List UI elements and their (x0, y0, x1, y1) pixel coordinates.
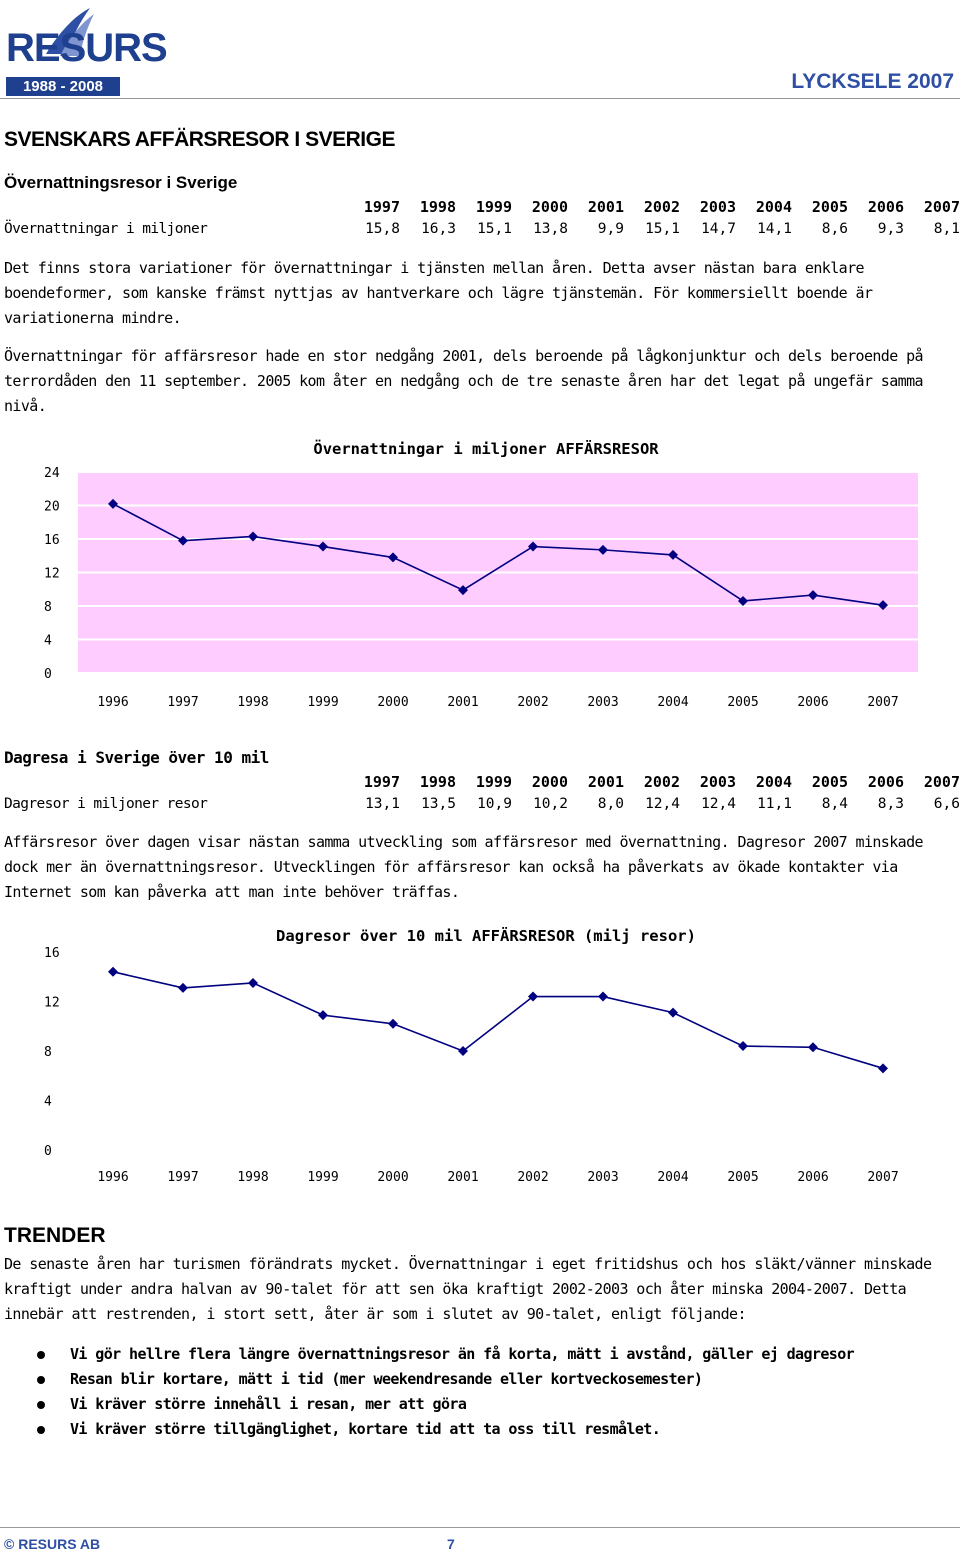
paragraph-daytrips: Affärsresor över dagen visar nästan samma utveckling som affärsresor med övernattning. Dagresor 2007 minskade dock mer än övernattningsresor. Utvecklingen för affärsresor kan också ha påverkats av ökade kontakter via Internet som kan påverka att man inte behöver träffas. (4, 833, 923, 901)
value-cell: 8,3 (877, 796, 904, 812)
value-cell: 9,3 (877, 221, 904, 237)
year-cell: 2000 (531, 198, 568, 216)
year-cell: 2005 (811, 198, 848, 216)
bullet-icon (37, 1401, 45, 1409)
y-tick-label: 8 (44, 600, 52, 615)
year-header-row (4, 196, 960, 218)
series-line (113, 972, 883, 1069)
list-item-text: Vi gör hellre flera längre övernattningsresor än få korta, mätt i avstånd, gäller ej dagresor (70, 1345, 855, 1363)
year-cell: 2000 (531, 773, 568, 791)
value-cell: 8,0 (597, 796, 624, 812)
value-cell: 6,6 (933, 796, 960, 812)
y-tick-label: 20 (44, 499, 60, 515)
value-cell: 10,9 (477, 796, 512, 812)
x-tick-label: 1996 (97, 1170, 129, 1185)
data-point (738, 1041, 748, 1051)
value-cell: 15,8 (365, 221, 400, 237)
year-cell: 2002 (643, 773, 680, 791)
y-tick-label: 24 (44, 466, 60, 481)
value-cell: 15,1 (477, 221, 512, 237)
year-cell: 2002 (643, 198, 680, 216)
value-row (4, 218, 960, 240)
y-tick-label: 12 (44, 995, 60, 1011)
y-tick-label: 12 (44, 566, 60, 582)
footer-copyright: © RESURS AB (4, 1536, 101, 1552)
x-tick-label: 1997 (167, 1170, 199, 1185)
year-cell: 2006 (867, 773, 904, 791)
value-cell: 13,5 (421, 796, 456, 812)
y-tick-label: 8 (44, 1045, 52, 1060)
x-tick-label: 2002 (517, 695, 549, 710)
x-tick-label: 2000 (377, 695, 409, 710)
year-cell: 1997 (363, 198, 400, 216)
data-point (668, 1008, 678, 1018)
value-cell: 15,1 (645, 221, 680, 237)
value-cell: 9,9 (597, 221, 624, 237)
value-cell: 11,1 (757, 796, 792, 812)
x-tick-label: 2003 (587, 695, 619, 710)
value-cell: 14,7 (701, 221, 736, 237)
value-cell: 8,4 (821, 796, 848, 812)
header-divider (0, 98, 960, 99)
chart-title: Övernattningar i miljoner AFFÄRSRESOR (313, 440, 659, 458)
y-tick-label: 4 (44, 1094, 52, 1110)
year-cell: 2004 (755, 773, 792, 791)
x-tick-label: 2006 (797, 695, 829, 710)
x-tick-label: 2007 (867, 695, 899, 710)
x-tick-label: 2006 (797, 1170, 829, 1185)
x-tick-label: 2004 (657, 695, 689, 710)
data-point (248, 978, 258, 988)
data-point (598, 992, 608, 1002)
year-cell: 2005 (811, 773, 848, 791)
section-title-daytrip: Dagresa i Sverige över 10 mil (4, 748, 269, 767)
bullet-icon (37, 1376, 45, 1384)
value-cell: 10,2 (533, 796, 568, 812)
year-cell: 2006 (867, 198, 904, 216)
year-cell: 1999 (475, 773, 512, 791)
chart-daytrip-business (0, 918, 960, 1188)
list-item-text: Vi kräver större innehåll i resan, mer att göra (70, 1395, 467, 1413)
chart-title: Dagresor över 10 mil AFFÄRSRESOR (milj resor) (276, 927, 696, 945)
x-tick-label: 2001 (447, 1170, 479, 1185)
footer-divider (0, 1527, 960, 1528)
year-header-row (4, 771, 960, 793)
value-cell: 12,4 (701, 796, 736, 812)
value-cell: 8,6 (821, 221, 848, 237)
row-label: Övernattningar i miljoner (4, 221, 208, 237)
list-item (0, 1417, 960, 1442)
data-point (388, 1019, 398, 1029)
logo-text: RESURS (6, 26, 167, 70)
value-row (4, 793, 960, 815)
trender-title: TRENDER (4, 1224, 106, 1247)
overnight-table (4, 196, 960, 240)
y-tick-label: 16 (44, 946, 60, 961)
data-point (878, 1063, 888, 1073)
value-cell: 16,3 (421, 221, 456, 237)
year-cell: 2001 (587, 198, 624, 216)
list-item-text: Resan blir kortare, mätt i tid (mer weekendresande eller kortveckosemester) (70, 1370, 703, 1388)
data-point (108, 967, 118, 977)
x-tick-label: 2002 (517, 1170, 549, 1185)
x-tick-label: 1999 (307, 695, 339, 710)
list-item (0, 1367, 960, 1392)
list-item-text: Vi kräver större tillgänglighet, kortare tid att ta oss till resmålet. (70, 1420, 661, 1438)
x-tick-label: 2007 (867, 1170, 899, 1185)
value-cell: 13,1 (365, 796, 400, 812)
year-cell: 2003 (699, 198, 736, 216)
value-cell: 13,8 (533, 221, 568, 237)
year-cell: 1998 (419, 198, 456, 216)
event-title: LYCKSELE 2007 (791, 70, 954, 93)
year-cell: 2003 (699, 773, 736, 791)
x-tick-label: 2003 (587, 1170, 619, 1185)
data-point (808, 1042, 818, 1052)
page-title: SVENSKARS AFFÄRSRESOR I SVERIGE (4, 128, 395, 151)
year-cell: 2007 (923, 773, 960, 791)
x-tick-label: 1998 (237, 695, 269, 710)
year-cell: 1998 (419, 773, 456, 791)
x-tick-label: 1996 (97, 695, 129, 710)
page-number: 7 (447, 1536, 455, 1552)
data-point (318, 1010, 328, 1020)
year-cell: 1997 (363, 773, 400, 791)
y-tick-label: 4 (44, 633, 52, 649)
logo-years: 1988 - 2008 (6, 77, 120, 96)
year-cell: 2001 (587, 773, 624, 791)
x-tick-label: 2000 (377, 1170, 409, 1185)
y-tick-label: 0 (44, 1144, 52, 1159)
bullet-icon (37, 1426, 45, 1434)
y-tick-label: 0 (44, 667, 52, 682)
row-label: Dagresor i miljoner resor (4, 796, 208, 812)
logo (6, 4, 167, 95)
paragraph-trender: De senaste åren har turismen förändrats mycket. Övernattningar i eget fritidshus och hos släkt/vänner minskade kraftigt under andra halvan av 90-talet för att sen öka kraftigt 2002-2003 och åter minska 2004-2007. Detta innebär att restrenden, i stort sett, åter är som i slutet av 90-talet, enligt följande: (4, 1255, 932, 1323)
year-cell: 2007 (923, 198, 960, 216)
daytrip-table (4, 771, 960, 815)
value-cell: 14,1 (757, 221, 792, 237)
year-cell: 2004 (755, 198, 792, 216)
x-tick-label: 2005 (727, 1170, 759, 1185)
y-tick-label: 16 (44, 533, 60, 548)
list-item (0, 1392, 960, 1417)
section-title-overnight: Övernattningsresor i Sverige (4, 173, 238, 192)
bullet-icon (37, 1351, 45, 1359)
x-tick-label: 1998 (237, 1170, 269, 1185)
x-tick-label: 1999 (307, 1170, 339, 1185)
list-item (0, 1342, 960, 1367)
paragraph-decline: Övernattningar för affärsresor hade en stor nedgång 2001, dels beroende på lågkonjunktur och dels beroende på terrordåden den 11 september. 2005 kom åter en nedgång och de tre senaste åren har det legat på ungefär samma nivå. (4, 347, 923, 415)
value-cell: 8,1 (933, 221, 960, 237)
chart-overnight-business (0, 430, 960, 730)
x-tick-label: 2001 (447, 695, 479, 710)
paragraph-variations: Det finns stora variationer för övernattningar i tjänsten mellan åren. Detta avser nästan bara enklare boendeformer, som kanske främst nyttjas av hantverkare och lägre tjänstemän. För kommersiellt boende är variationerna mindre. (4, 259, 873, 327)
x-tick-label: 2004 (657, 1170, 689, 1185)
data-point (178, 983, 188, 993)
value-cell: 12,4 (645, 796, 680, 812)
x-tick-label: 2005 (727, 695, 759, 710)
x-tick-label: 1997 (167, 695, 199, 710)
year-cell: 1999 (475, 198, 512, 216)
trend-list (0, 1342, 960, 1442)
